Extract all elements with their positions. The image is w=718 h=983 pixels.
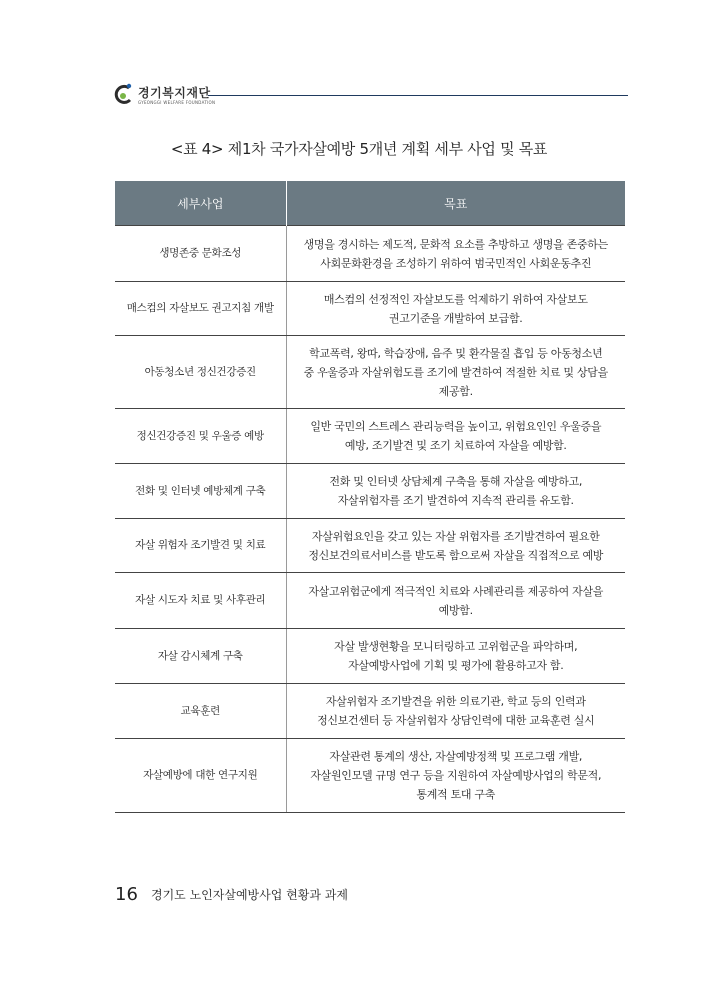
table-header-row	[115, 181, 625, 226]
table-row	[115, 464, 625, 519]
page-footer	[115, 884, 348, 910]
item-cell: 아동청소년 정신건강증진	[115, 336, 286, 409]
item-cell: 교육훈련	[115, 684, 286, 739]
table-row	[115, 739, 625, 813]
running-title: 경기도 노인자살예방사업 현황과 과제	[151, 888, 348, 902]
item-cell: 자살 시도자 치료 및 사후관리	[115, 573, 286, 629]
table-row	[115, 226, 625, 282]
item-cell: 정신건강증진 및 우울증 예방	[115, 409, 286, 464]
table-title: <표 4> 제1차 국가자살예방 5개년 계획 세부 사업 및 목표	[170, 140, 548, 158]
goal-cell: 학교폭력, 왕따, 학습장애, 음주 및 환각물질 흡입 등 아동청소년 중 우울증과 자살위험도를 조기에 발견하여 적절한 치료 및 상담을 제공함.	[286, 336, 625, 409]
goal-cell: 자살 발생현황을 모니터링하고 고위험군을 파악하며, 자살예방사업에 기획 및 평가에 활용하고자 함.	[286, 629, 625, 684]
column-header-goal: 목표	[286, 181, 625, 226]
org-subtitle: GYEONGGI WELFARE FOUNDATION	[138, 100, 216, 105]
goal-cell: 생명을 경시하는 제도적, 문화적 요소를 추방하고 생명을 존중하는 사회문화환경을 조성하기 위하여 범국민적인 사회운동추진	[286, 226, 625, 282]
goal-cell: 전화 및 인터넷 상담체계 구축을 통해 자살을 예방하고, 자살위험자를 조기 발견하여 지속적 관리를 유도함.	[286, 464, 625, 519]
page-number: 16	[115, 884, 138, 905]
item-cell: 생명존중 문화조성	[115, 226, 286, 282]
goal-cell: 매스컴의 선정적인 자살보도를 억제하기 위하여 자살보도 권고기준을 개발하여 보급함.	[286, 282, 625, 336]
table-row	[115, 573, 625, 629]
table-row	[115, 629, 625, 684]
goal-cell: 일반 국민의 스트레스 관리능력을 높이고, 위험요인인 우울증을 예방, 조기발견 및 조기 치료하여 자살을 예방함.	[286, 409, 625, 464]
column-header-item: 세부사업	[115, 181, 286, 226]
goal-cell: 자살위험요인을 갖고 있는 자살 위험자를 조기발견하여 필요한 정신보건의료서비스를 받도록 함으로써 자살을 직접적으로 예방	[286, 519, 625, 573]
item-cell: 매스컴의 자살보도 권고지침 개발	[115, 282, 286, 336]
item-cell: 자살예방에 대한 연구지원	[115, 739, 286, 813]
goal-cell: 자살관련 통계의 생산, 자살예방정책 및 프로그램 개발, 자살원인모델 규명 연구 등을 지원하여 자살예방사업의 학문적, 통계적 토대 구축	[286, 739, 625, 813]
header-rule	[208, 95, 628, 96]
table-row	[115, 282, 625, 336]
org-name: 경기복지재단	[138, 86, 211, 100]
item-cell: 자살 감시체계 구축	[115, 629, 286, 684]
table-row	[115, 519, 625, 573]
goal-cell: 자살위험자 조기발견을 위한 의료기관, 학교 등의 인력과 정신보건센터 등 자살위험자 상담인력에 대한 교육훈련 실시	[286, 684, 625, 739]
page-header	[112, 80, 628, 112]
item-cell: 자살 위험자 조기발견 및 치료	[115, 519, 286, 573]
table-row	[115, 336, 625, 409]
plan-table	[115, 181, 625, 813]
goal-cell: 자살고위험군에게 적극적인 치료와 사례관리를 제공하여 자살을 예방함.	[286, 573, 625, 629]
item-cell: 전화 및 인터넷 예방체계 구축	[115, 464, 286, 519]
foundation-logo-icon	[112, 82, 134, 108]
table-row	[115, 409, 625, 464]
table-row	[115, 684, 625, 739]
